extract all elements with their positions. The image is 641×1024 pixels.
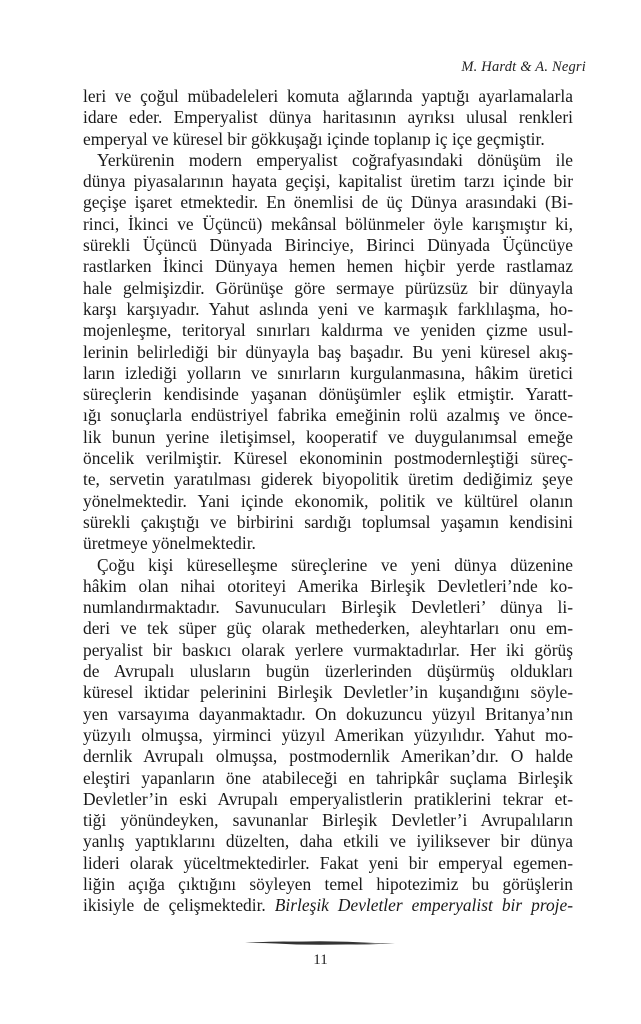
text-line-content: Çoğu kişi küreselleşme süreçlerine ve yeni dünya düzenine [97,554,573,575]
text-line [83,895,573,916]
text-line [83,192,573,213]
text-line [83,86,573,107]
text-line-content: yönelmektedir. Yani içinde ekonomik, politik ve kültürel olanın [83,490,573,511]
text-line [83,682,573,703]
text-line-content: dünya piyasalarının hayata geçişi, kapitalist üretim tarzı içinde bir [83,171,573,192]
text-line [83,874,573,895]
text-line [83,810,573,831]
text-line [83,704,573,725]
text-line-content: karşı karşıyadır. Yahut aslında yeni ve karmaşık farklılaşma, ho- [83,298,573,319]
text-line [83,725,573,746]
text-line [83,469,573,490]
running-head: M. Hardt & A. Negri [461,59,586,75]
text-line [83,278,573,299]
text-line [83,235,573,256]
text-line-content: yen varsayıma dayanmaktadır. On dokuzuncu yüzyıl Britanya’nın [83,703,573,724]
text-line [83,491,573,512]
text-line [83,384,573,405]
text-line [83,618,573,639]
folio-ornament [245,938,395,948]
text-line [83,427,573,448]
text-line [83,555,573,576]
text-line [83,150,573,171]
text-line-content: yüzyılı olmuşsa, yirminci yüzyıl Amerikan yüzyılıdır. Yahut mo- [83,724,573,745]
text-line [83,299,573,320]
text-line-content: ığı sonuçlarla endüstriyel fabrika emeğinin rolü azalmış ve önce- [83,405,573,426]
text-line-content: lideri olarak yüceltmektedirler. Fakat yeni bir emperyal egemen- [83,852,573,873]
text-line-content: hâkim olan nihai otoriteyi Amerika Birleşik Devletleri’nde ko- [83,575,573,596]
text-line [83,746,573,767]
text-line [83,129,573,150]
italic-text: Birleşik Devletler emperyalist bir proje- [274,895,574,916]
text-line-content: geçişe işaret etmektedir. En önemlisi de üç Dünya arasındaki (Bi- [83,192,573,213]
text-line-content: Yerkürenin modern emperyalist coğrafyasındaki dönüşüm ile [97,149,573,170]
text-line [83,405,573,426]
text-line-content: mojenleşme, teritoryal sınırları kaldırma ve yeniden çizme usul- [83,320,573,341]
text-line-content: sürekli Üçüncü Dünyada Birinciye, Birinci Dünyada Üçüncüye [83,235,573,256]
text-line-content: lik bunun yerine iletişimsel, kooperatif ve duygulanımsal emeğe [83,426,573,447]
text-line-content: te, servetin yaratılması giderek biyopolitik üretim dediğimiz şeye [83,469,573,490]
text-line [83,171,573,192]
text-line [83,512,573,533]
text-line [83,107,573,128]
text-line [83,363,573,384]
text-line [83,448,573,469]
text-line [83,831,573,852]
text-line [83,342,573,363]
text-line [83,533,573,554]
text-line-content: ikisiyle de çelişmektedir. [83,895,275,916]
text-line-content: küresel iktidar pelerinini Birleşik Devletler’in kuşandığını söyle- [83,682,573,703]
text-line-content: liğin açığa çıktığını söyleyen temel hipotezimiz bu görüşlerin [83,873,573,894]
text-line-content: rinci, İkinci ve Üçüncü) mekânsal bölünmeler öyle karışmıştır ki, [83,213,573,234]
text-line-content: Devletler’in eski Avrupalı emperyalistlerin pratiklerini tekrar et- [83,788,573,809]
text-line [83,789,573,810]
body-text [83,86,573,917]
text-line-content: süreçlerin kendisinde yaşanan dönüşümler eşlik etmiştir. Yaratt- [83,384,573,405]
text-line-content: sürekli çakıştığı ve birbirini sardığı toplumsal yaşamın kendisini [83,511,573,532]
text-line [83,576,573,597]
page-number: 11 [313,952,328,968]
text-line-content: idare eder. Emperyalist dünya haritasının ayrıksı ulusal renkleri [83,107,573,128]
text-line-content: peryalist bir baskıcı olarak yerlere vurmaktadırlar. Her iki görüş [83,639,573,660]
text-line [83,853,573,874]
text-line [83,256,573,277]
text-line [83,768,573,789]
text-line-content: tiği yönündeyken, savunanlar Birleşik Devletler’i Avrupalıların [83,810,573,831]
text-line-content: yanlış yaptıklarını düzelten, daha etkili ve iyiliksever bir dünya [83,831,573,852]
text-line-content: numlandırmaktadır. Savunucuları Birleşik Devletleri’ dünya li- [83,597,573,618]
text-line-content: üretmeye yönelmektedir. [83,533,256,554]
text-line [83,320,573,341]
text-line-content: dernlik Avrupalı olmuşsa, postmodernlik Amerikan’dır. O halde [83,746,573,767]
text-line [83,640,573,661]
text-line-content: rastlarken İkinci Dünyaya hemen hemen hiçbir yerde rastlamaz [83,256,573,277]
text-line-content: hale gelmişizdir. Görünüşe göre sermaye pürüzsüz bir dünyayla [83,277,573,298]
text-line-content: leri ve çoğul mübadeleleri komuta ağlarında yaptığı ayarlamalarla [83,86,573,106]
text-line [83,214,573,235]
text-line-content: eleştiri yapanların öne atabileceği en tahripkâr suçlama Birleşik [83,767,573,788]
text-line [83,661,573,682]
text-line-content: lerinin belirlediği bir dünyayla baş başadır. Bu yeni küresel akış- [83,341,573,362]
text-line-content: öncelik verilmiştir. Küresel ekonominin postmodernleştiği süreç- [83,448,573,469]
text-line-content: de Avrupalı ulusların bugün üzerlerinden düşürmüş oldukları [83,661,573,682]
text-line [83,597,573,618]
text-line-content: emperyal ve küresel bir gökkuşağı içinde toplanıp iç içe geçmiştir. [83,128,545,149]
text-line-content: deri ve tek süper güç olarak methederken, aleyhtarları onu em- [83,618,573,639]
text-line-content: ların izlediği yolların ve sınırların kurgulanmasına, hâkim üretici [83,362,573,383]
